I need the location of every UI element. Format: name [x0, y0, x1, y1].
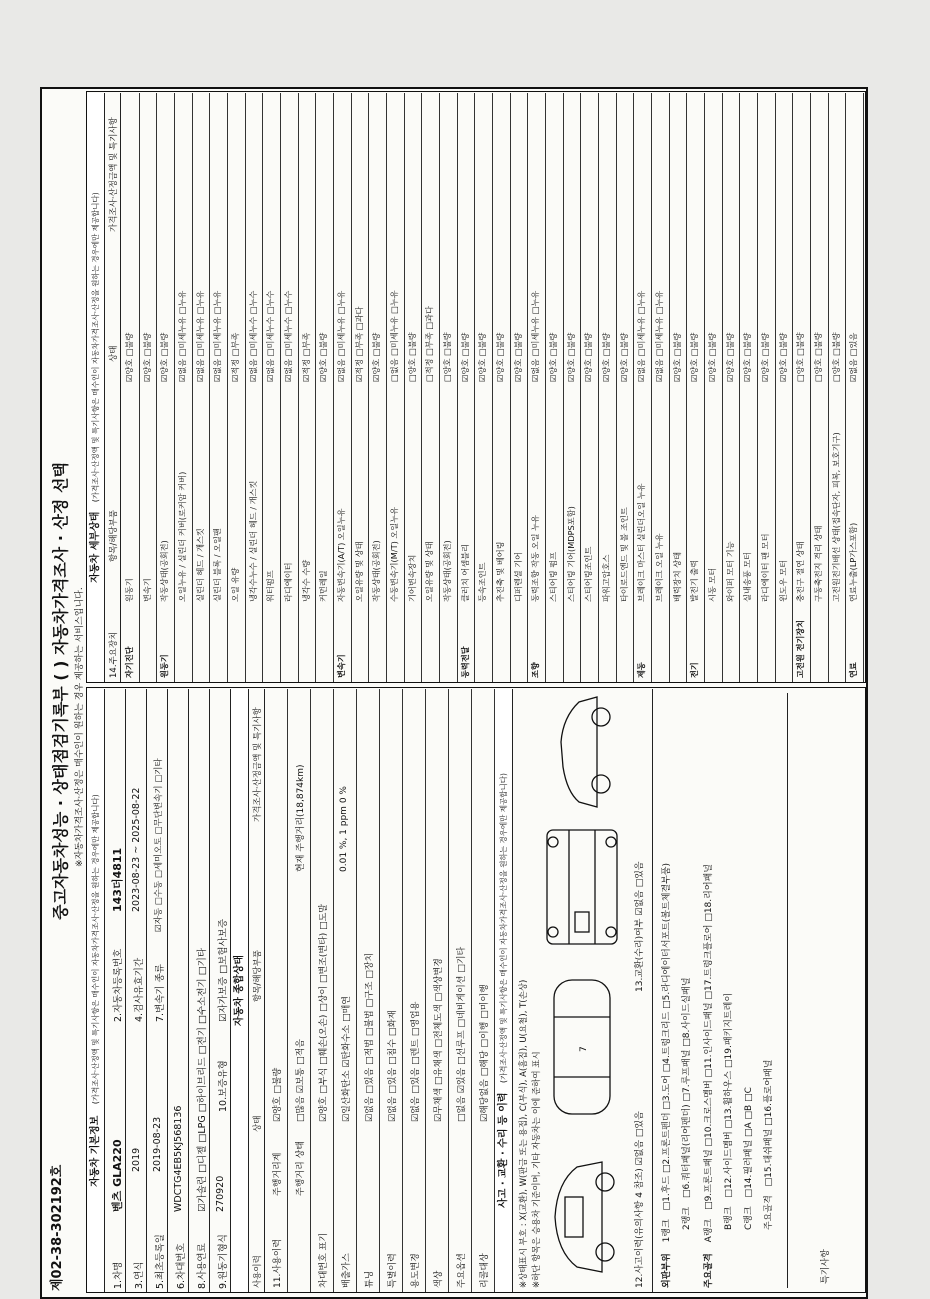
detail-row-state: ☑양호 □불량 — [742, 332, 753, 382]
status-row-value: □없음 ☑있음 □선루프 □네비게이션 □기타 — [457, 946, 467, 1122]
status-header: 자동차 종합상태 — [231, 689, 249, 1292]
detail-row — [121, 93, 140, 682]
frame-rank-b: B랭크 □12.사이드멤버 □13.휠하우스 □19.패키지트레이 — [724, 992, 734, 1230]
detail-row-item: 오일누유 / 실린더 커버(로커암 커버) — [177, 471, 187, 602]
status-row-label: 11.사용이력 — [273, 1238, 283, 1288]
detail-row — [686, 93, 705, 682]
status-row-note: 현재 주행거리(18,874km) — [296, 764, 306, 872]
detail-row — [704, 93, 723, 682]
detail-row-group: 변속기 — [336, 654, 346, 678]
detail-row — [227, 93, 246, 682]
status-row — [380, 689, 403, 1292]
detail-row-item: 스티어링 기어(MDPS포함) — [565, 506, 576, 602]
right-section — [86, 91, 866, 683]
detail-row-state: ☑양호 □불량 — [124, 332, 134, 382]
status-symbol-legend: ※상태표시 부호 : X(교환), W(판금 또는 용접), C(부식), A(흠집), U(요철), T(손상) — [519, 979, 529, 1288]
detail-row-item: 추진축 및 베어링 — [495, 541, 505, 602]
status-row — [334, 689, 357, 1292]
detail-row — [139, 93, 158, 682]
status-row — [288, 689, 311, 1292]
status-row-value: ☑없음 □있음 □적법 □불법 □구조 □장치 — [365, 952, 375, 1122]
left-section — [86, 687, 866, 1293]
detail-row-group: 제동 — [636, 662, 647, 678]
detail-row-item: 윈도우 모터 — [777, 559, 788, 602]
detail-row-state: ☑양호 □불량 — [565, 332, 576, 382]
service-note: ※자동차가격조사·산정은 매수인이 원하는 경우 제공하는 서비스입니다. — [75, 587, 85, 867]
detail-row-item: 고전원전기배선 상태(접속단자, 피복, 보호기구) — [830, 432, 841, 602]
status-row-value: ☑없음 □있음 □침수 □화재 — [388, 1010, 398, 1122]
detail-row-item: 연료누출(LP가스포함) — [848, 522, 859, 602]
detail-row-state: ☑양호 □불량 — [777, 332, 788, 382]
detail-row-item: 브레이크 마스터 실린더오일 누유 — [636, 483, 647, 602]
detail-row — [404, 93, 423, 682]
detail-row-group: 전기 — [689, 662, 700, 678]
detail-row — [545, 93, 564, 682]
detail-row — [492, 93, 511, 682]
frame-rank-a: 주요골격 A랭크 □9.프론트패널 □10.크로스멤버 □11.인사이드패널 □17.트렁크플로어 □18.리어패널 — [704, 864, 714, 1288]
detail-row-item: 라디에이터 — [283, 562, 293, 602]
detail-row-group: 조향 — [530, 662, 541, 678]
detail-row — [563, 93, 582, 682]
detail-row-state: ☑양호 □불량 — [512, 332, 523, 382]
detail-row — [845, 93, 864, 682]
detail-row-group: 원동기 — [159, 654, 170, 678]
status-row-label: 배출가스 — [342, 1253, 352, 1288]
status-row-label: 색상 — [434, 1270, 444, 1288]
detail-row — [333, 93, 352, 682]
detail-row-item: 워터펌프 — [265, 570, 276, 602]
car-top-diagram — [542, 972, 622, 1122]
detail-row-state: ☑양호 □불량 — [495, 332, 505, 382]
status-row-value: ☑무채색 □유채색 □전체도색 □색상변경 — [434, 958, 444, 1122]
detail-row-state: □양호 □불량 — [813, 332, 823, 382]
basic-info-header: 자동차 기본정보 (가격조사·산정액 및 특기사항은 매수인이 자동차가격조사·산정을 원하는 경우에만 제공합니다) — [87, 689, 105, 1292]
detail-row — [828, 93, 847, 682]
detail-row — [775, 93, 794, 682]
detail-row-state: □양호 □불량 — [795, 332, 806, 382]
detail-row-item: 변속기 — [141, 578, 152, 602]
accident-header: 사고 · 교환 · 수리 등 이력 (가격조사·산정액 및 특기사항은 매수인이 자동차가격조사·산정을 원하는 경우에만 제공합니다) — [495, 689, 513, 1292]
detail-row-item: 발전기 출력 — [689, 559, 700, 602]
car-front-diagram — [547, 1152, 617, 1282]
detail-row-state: ☑양호 □불량 — [707, 332, 717, 382]
detail-row — [739, 93, 758, 682]
document-number: 제02-38-302192호 — [50, 1164, 65, 1291]
car-side-diagram — [547, 692, 617, 812]
outer-panel-rank1: 외판부위 1랭크 □1.후드 □2.프론트펜더 □3.도어 □4.트렁크리드 □5.라디에이터서포트(볼트체결부품) — [662, 862, 672, 1288]
detail-row — [298, 93, 317, 682]
detail-row — [351, 93, 370, 682]
detail-row-group: 연료 — [848, 662, 859, 678]
status-row — [311, 689, 334, 1292]
detail-row-item: 오일유량 및 상태 — [353, 541, 364, 602]
status-table — [265, 689, 495, 1292]
detail-row-item: 수동변속기(M/T) 오일누유 — [389, 507, 399, 602]
detail-row-state: ☑없음 □미세누수 □누수 — [265, 290, 276, 382]
detail-row — [792, 93, 811, 682]
detail-row — [439, 93, 458, 682]
detail-row — [457, 93, 476, 682]
detail-row-state: ☑없음 □미세누유 □누유 — [654, 290, 664, 382]
detail-row-item: 타이로드엔드 및 볼 조인트 — [618, 507, 629, 602]
detail-row-state: ☑없음 □미세누유 □누유 — [177, 290, 187, 382]
detail-row-item: 시동 모터 — [707, 567, 717, 602]
status-row-item: 주행거리 상태 — [296, 1140, 306, 1196]
detail-row-item: 동력조향 작동 오일 누유 — [530, 515, 541, 602]
basic-row-1: 1.차명 벤츠 GLA220 2.자동차등록번호 143더4811 — [105, 689, 126, 1292]
detail-row-state: ☑양호 □불량 — [159, 332, 170, 382]
detail-row-state: ☑없음 □있음 — [848, 332, 859, 382]
detail-row-item: 등속조인트 — [477, 562, 488, 602]
basic-row-2: 3.연식 2019 4.검사유효기간 2023-08-23 ~ 2025-08-22 — [126, 689, 147, 1292]
detail-row-item: 배력장치 상태 — [671, 551, 682, 602]
detail-row-item: 스티어링조인트 — [583, 546, 594, 602]
detail-header: 자동차 세부상태 (가격조사·산정액 및 특기사항은 매수인이 자동차가격조사·산정을 원하는 경우에만 제공합니다) — [87, 93, 105, 682]
detail-row-state: ☑적정 □부족 — [230, 332, 240, 382]
inspection-record-sheet — [40, 87, 868, 1299]
detail-row-state: ☑양호 □불량 — [689, 332, 700, 382]
detail-row-item: 커먼레일 — [318, 570, 329, 602]
status-row — [357, 689, 380, 1292]
status-row — [426, 689, 449, 1292]
detail-row-item: 디퍼렌셜 기어 — [512, 551, 523, 602]
detail-row-state: ☑없음 □미세누유 □누유 — [194, 290, 205, 382]
detail-row-state: ☑없음 □미세누수 □누수 — [283, 290, 293, 382]
detail-row-item: 파워고압호스 — [601, 554, 611, 602]
page-title: 중고자동차성능 · 상태점검기록부 ( ) 자동차가격조사 · 산정 선택 — [51, 462, 70, 920]
status-row-label: 용도변경 — [411, 1253, 421, 1288]
status-row-label: 튜닝 — [365, 1270, 375, 1288]
detail-row-item: 냉각수누수 / 실린더 헤드 / 개스킷 — [247, 480, 258, 602]
special-notes-box: 특기사항 — [787, 693, 858, 1288]
status-row-note: 0.01 %, 1 ppm 0 % — [339, 786, 349, 872]
vehicle-basis-note: ※하단 항목은 승용차 기준이며, 기타 자동차는 이에 준하여 표시 — [532, 1051, 542, 1288]
car-frame-diagram — [539, 822, 625, 952]
detail-columns: 14.주요장치 항목/해당부품 상태 가격조사·산정금액 및 특기사항 — [105, 93, 121, 682]
status-row-label: 주요옵션 — [457, 1253, 467, 1288]
status-row-value: ☑해당없음 □해당 □이행 □미이행 — [480, 984, 490, 1122]
status-row-label: 리콜대상 — [480, 1253, 490, 1288]
detail-row-state: ☑양호 □불량 — [760, 332, 770, 382]
detail-row-state: ☑양호 □불량 — [318, 332, 329, 382]
repair-history: 13.교환(수리)여부 ☑없음 □있음 — [635, 861, 645, 992]
detail-row-state: ☑없음 □미세누유 □누유 — [212, 290, 223, 382]
detail-row-state: ☑양호 □불량 — [548, 332, 558, 382]
detail-row-item: 실린더 블록 / 오일팬 — [212, 528, 223, 602]
detail-row-state: ☑양호 □불량 — [601, 332, 611, 382]
detail-row-item: 스티어링 펌프 — [548, 551, 558, 602]
detail-row-item: 작동상태(공회전) — [371, 540, 382, 602]
detail-row — [810, 93, 829, 682]
detail-row-group: 고전원 전기장치 — [795, 619, 806, 678]
detail-row-item: 라디에이터 팬 모터 — [760, 533, 770, 602]
frame-main: 주요골격 □15.대쉬패널 □16.플로어패널 — [764, 1059, 774, 1230]
detail-row-state: ☑양호 □불량 — [141, 332, 152, 382]
status-row-value: ☑일산화탄소 ☑탄화수소 □매연 — [342, 996, 352, 1122]
detail-row — [421, 93, 440, 682]
detail-row — [245, 93, 264, 682]
detail-row-item: 오일 유량 — [230, 567, 240, 602]
detail-row — [262, 93, 281, 682]
detail-row-state: ☑적정 □부족 □과다 — [353, 306, 364, 382]
detail-table — [121, 93, 863, 682]
detail-row-state: ☑양호 □불량 — [724, 332, 735, 382]
detail-row — [616, 93, 635, 682]
detail-row — [527, 93, 546, 682]
detail-row — [669, 93, 688, 682]
status-row-value: ☑양호 □불량 — [273, 1067, 283, 1122]
detail-row — [474, 93, 493, 682]
detail-row — [633, 93, 652, 682]
detail-row-state: □양호 □불량 — [442, 332, 452, 382]
status-row-label: 차대번호 표기 — [319, 1232, 329, 1288]
detail-row-item: 오일유량 및 상태 — [424, 541, 435, 602]
detail-row — [598, 93, 617, 682]
status-row — [472, 689, 495, 1292]
basic-row-3: 5.최초등록일 2019-08-23 7.변속기 종류 ☑자동 □수동 □세미오토 □무단변속기 □기타 — [147, 689, 168, 1292]
status-row — [265, 689, 288, 1292]
outer-panel-rank2: 2랭크 □6.쿼터패널(리어펜더) □7.루프패널 □8.사이드실패널 — [682, 977, 692, 1230]
status-row-value: ☑양호 □부식 □훼손(오손) □상이 □변조(변타) □도말 — [319, 903, 329, 1122]
detail-row-group: 동력전달 — [459, 646, 470, 678]
detail-row-state: ☑양호 □불량 — [618, 332, 629, 382]
detail-row — [315, 93, 334, 682]
detail-row-item: 실내송풍 모터 — [742, 551, 753, 602]
status-row-value: □많음 ☑보통 □적음 — [296, 1039, 306, 1122]
basic-row-5: 8.사용연료 ☑가솔린 □디젤 □LPG □하이브리드 □전기 □수소전기 □기타 — [189, 689, 210, 1292]
detail-row-state: ☑양호 □불량 — [583, 332, 594, 382]
detail-row-item: 클러치 어셈블리 — [459, 544, 470, 602]
detail-row-state: ☑없음 □미세누유 □누유 — [636, 290, 647, 382]
detail-row — [174, 93, 193, 682]
detail-row — [580, 93, 599, 682]
status-row-item: 주행거리계 — [273, 1152, 283, 1196]
detail-row-state: ☑양호 □불량 — [459, 332, 470, 382]
detail-row-state: ☑없음 □미세누유 □누유 — [530, 290, 541, 382]
detail-row — [510, 93, 529, 682]
status-row-value: ☑없음 □있음 □렌트 □영업용 — [411, 1001, 421, 1122]
detail-row-item: 냉각수 수량 — [300, 559, 311, 602]
svg-text:7: 7 — [579, 1046, 589, 1052]
detail-row-item: 원동기 — [124, 578, 134, 602]
detail-row-item: 와이퍼 모터 기능 — [724, 541, 735, 602]
detail-row-state: □없음 □미세누유 □누유 — [389, 290, 399, 382]
detail-row-state: ☑양호 □불량 — [371, 332, 382, 382]
detail-row-item: 충전구 절연 상태 — [795, 541, 806, 602]
detail-row-state: □양호 □불량 — [406, 332, 417, 382]
detail-row — [386, 93, 405, 682]
accident-history: 12.사고이력(유의사항 4 참조) ☑없음 □있음 — [635, 1111, 645, 1288]
detail-row-item: 작동상태(공회전) — [159, 540, 170, 602]
detail-row-state: ☑없음 □미세누유 □누유 — [336, 290, 346, 382]
detail-row — [156, 93, 175, 682]
detail-row-state: ☑없음 □미세누수 □누수 — [247, 290, 258, 382]
status-row — [449, 689, 472, 1292]
detail-row-item: 자동변속기(A/T) 오일누유 — [336, 508, 346, 602]
detail-row-group: 자기진단 — [124, 646, 134, 678]
detail-row-item: 실린더 헤드 / 개스킷 — [194, 528, 205, 602]
detail-row-state: ☑적정 □부족 — [300, 332, 311, 382]
detail-row-state: ☑양호 □불량 — [671, 332, 682, 382]
detail-row-item: 기어변속장치 — [406, 554, 417, 602]
frame-rank-c: C랭크 □14.필러패널 □A □B □C — [744, 1087, 754, 1230]
detail-row — [209, 93, 228, 682]
status-columns: 사용이력 상태 항목/해당부품 가격조사·산정금액 및 특기사항 — [249, 689, 265, 1292]
detail-row — [757, 93, 776, 682]
detail-row — [368, 93, 387, 682]
basic-row-4: 6.차대번호 WDCTG4EB5KJ568136 — [168, 689, 189, 1292]
detail-row — [722, 93, 741, 682]
detail-row-item: 구동축전지 격리 상태 — [813, 525, 823, 602]
status-row-label: 특별이력 — [388, 1253, 398, 1288]
detail-row-state: □양호 □불량 — [830, 332, 841, 382]
status-row — [403, 689, 426, 1292]
detail-row-item: 작동상태(공회전) — [442, 540, 452, 602]
detail-row-state: ☑양호 □불량 — [477, 332, 488, 382]
detail-row — [192, 93, 211, 682]
detail-row-state: □적정 □부족 □과다 — [424, 306, 435, 382]
basic-row-6: 9.원동기형식 270920 10.보증유형 ☑자가보증 □보험사보증 — [210, 689, 231, 1292]
detail-row — [280, 93, 299, 682]
detail-row — [651, 93, 670, 682]
detail-row-item: 브레이크 오일 누유 — [654, 533, 664, 602]
